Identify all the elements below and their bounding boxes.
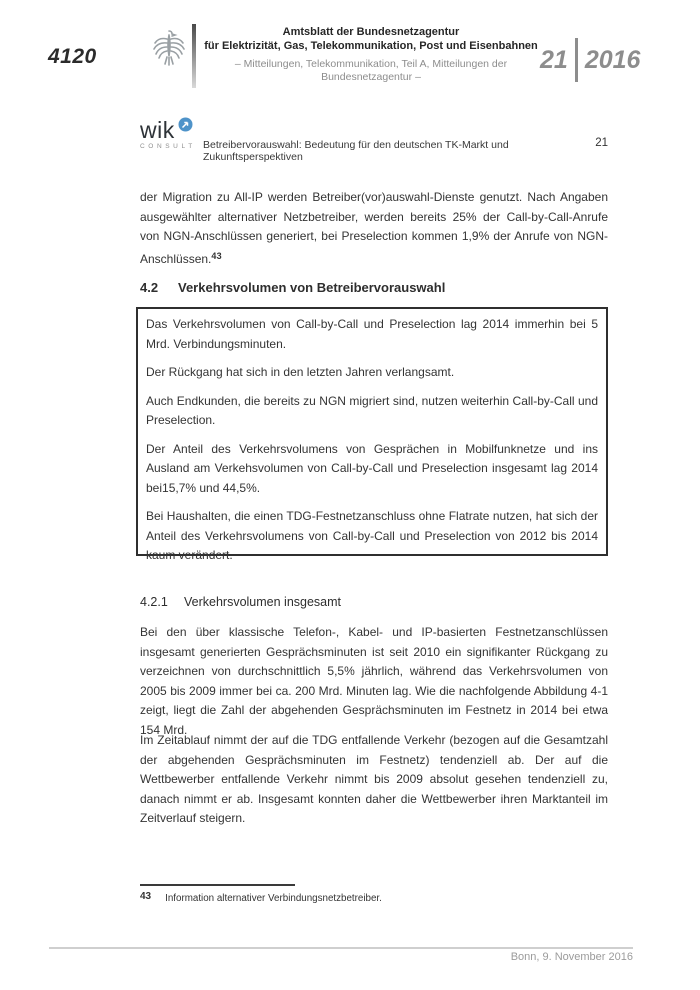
intro-paragraph (140, 188, 608, 269)
running-title: Betreibervorauswahl: Bedeutung für den deutschen TK-Markt und Zukunftsperspektiven (203, 139, 509, 163)
summary-paragraph: Das Verkehrsvolumen von Call-by-Call und Preselection lag 2014 immerhin bei 5 Mrd. Verbindungsminuten. (146, 317, 598, 351)
section-number: 4.2 (140, 280, 159, 295)
section-heading-4-2-1 (140, 595, 608, 609)
issue-divider-bar (575, 38, 578, 82)
summary-paragraph: Bei Haushalten, die einen TDG-Festnetzanschluss ohne Flatrate nutzen, hat sich der Anteil des Verkehrsvolumens von Call-by-Call und Preselection von 2012 bis 2014 kaum verändert. (146, 509, 598, 562)
body-paragraph: Im Zeitablauf nimmt der auf die TDG entfallende Verkehr (bezogen auf die Gesamtzahl der abgehenden Gesprächsminuten im Festnetz) tendenziell ab. Der auf die Wettbewerber entfallende Verkehr nimmt bis 2009 absolut gesehen tendenziell zu, danach nimmt er ab. Insgesamt konnten daher die Wettbewerber ihren Marktanteil im Zeitverlauf steigern. (140, 733, 608, 825)
section-title: Verkehrsvolumen von Betreibervorauswahl (178, 280, 446, 295)
footnote-reference: 43 (211, 250, 222, 261)
summary-paragraph: Der Rückgang hat sich in den letzten Jahren verlangsamt. (146, 365, 455, 379)
footnote-marker: 43 (140, 891, 152, 902)
footer-rule (49, 947, 633, 949)
issue-number: 21 (540, 45, 568, 74)
footnote (140, 891, 608, 904)
intro-paragraph-text: der Migration zu All-IP werden Betreiber(vor)auswahl-Dienste genutzt. Nach Angaben ausgewählter alternativer Netzbetreiber, werden bereits 25% der Call-by-Call-Anrufe von NGN-Anschlüssen generiert, bei Preselection kommen 1,9% der Anrufe von NGN-Anschlüssen. (140, 190, 608, 266)
report-page-number: 21 (595, 137, 608, 149)
summary-paragraph: Auch Endkunden, die bereits zu NGN migriert sind, nutzen weiterhin Call-by-Call und Preselection. (146, 393, 598, 427)
footnote-rule (140, 884, 295, 886)
footer-date: Bonn, 9. November 2016 (510, 951, 633, 963)
issue-year: 2016 (584, 45, 641, 74)
gazette-title-line2: für Elektrizität, Gas, Telekommunikation, Post und Eisenbahnen (204, 39, 538, 52)
section-heading-4-2 (140, 280, 608, 295)
gazette-page-number: 4120 (48, 45, 97, 68)
wik-consult-logo (140, 117, 200, 150)
wik-logo-word: wik (140, 117, 175, 143)
section-number: 4.2.1 (140, 595, 168, 609)
gazette-title-line1: Amtsblatt der Bundesnetzagentur (282, 26, 460, 38)
wik-logo-subtext: CONSULT (140, 143, 196, 150)
body-paragraph: Bei den über klassische Telefon-, Kabel- und IP-basierten Festnetzanschlüssen insgesamt generierten Gesprächsminuten ist seit 2010 ein signifikanter Rückgang zu verzeichnen von durchschnittlich 5,5% jährlich, während das Verkehrsvolumen von 2005 bis 2009 immer bei ca. 200 Mrd. Minuten lag. Wie die nachfolgende Abbildung 4-1 zeigt, liegt die Zahl der abgehenden Gesprächsminuten im Festnetz in 2014 bei etwa 154 Mrd. (140, 625, 608, 737)
footnote-text: Information alternativer Verbindungsnetzbetreiber. (165, 893, 382, 904)
summary-paragraph: Der Anteil des Verkehrsvolumens von Gesprächen in Mobilfunknetze und ins Ausland am Verkehsvolumen von Call-by-Call und Preselection insgesamt lag 2014 bei15,7% und 44,5%. (146, 441, 598, 495)
federal-eagle-icon (151, 26, 187, 75)
wik-globe-icon (178, 117, 193, 137)
gazette-title-block (195, 26, 547, 84)
issue-label (540, 38, 660, 82)
section-title: Verkehrsvolumen insgesamt (184, 595, 342, 609)
gazette-subtitle: – Mitteilungen, Telekommunikation, Teil A, Mitteilungen der Bundesnetzagentur – (234, 58, 508, 83)
summary-box (136, 307, 608, 562)
